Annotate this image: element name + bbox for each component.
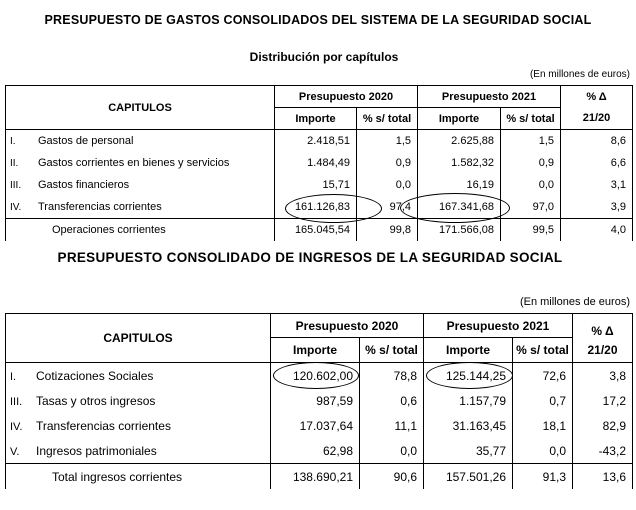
importe-2020: 2.418,51 (275, 130, 357, 153)
total-pct-2021: 99,5 (501, 219, 561, 242)
importe-2020: 62,98 (271, 438, 360, 464)
expenses-subtitle: Distribución por capítulos (249, 50, 399, 64)
pct-2021: 0,7 (513, 388, 573, 413)
header-importe-2020: Importe (275, 108, 357, 130)
delta-value: 6,6 (561, 152, 633, 174)
header-pct-2021: % s/ total (501, 108, 561, 130)
delta-value: -43,2 (573, 438, 633, 464)
header-capitulos: CAPITULOS (6, 86, 275, 130)
total-importe-2020: 138.690,21 (271, 464, 360, 490)
header-pct-2021: % s/ total (513, 338, 573, 363)
importe-2021: 31.163,45 (424, 413, 513, 438)
delta-value: 3,9 (561, 196, 633, 219)
header-delta: % Δ (561, 86, 633, 108)
expenses-table (5, 85, 633, 241)
total-pct-2020: 99,8 (357, 219, 418, 242)
importe-2020: 17.037,64 (271, 413, 360, 438)
importe-2021: 167.341,68 (438, 201, 494, 213)
importe-2021: 1.157,79 (424, 388, 513, 413)
pct-2021: 0,0 (501, 174, 561, 196)
table-row (6, 152, 633, 174)
total-label: Operaciones corrientes (6, 219, 275, 242)
total-delta: 4,0 (561, 219, 633, 242)
pct-2020: 11,1 (360, 413, 424, 438)
row-number: III. (10, 395, 23, 408)
pct-2021: 18,1 (513, 413, 573, 438)
delta-value: 3,8 (573, 363, 633, 389)
header-presupuesto-2020: Presupuesto 2020 (271, 314, 424, 338)
pct-2021: 0,0 (513, 438, 573, 464)
row-label: Gastos financieros (38, 179, 130, 191)
header-delta: % Δ (573, 314, 633, 338)
header-presupuesto-2021: Presupuesto 2021 (418, 86, 561, 108)
row-number: II. (10, 158, 19, 169)
pct-2020: 0,0 (357, 174, 418, 196)
header-importe-2020: Importe (271, 338, 360, 363)
importe-2020: 161.126,83 (294, 201, 350, 213)
importe-2020: 120.602,00 (292, 368, 353, 383)
header-presupuesto-2021: Presupuesto 2021 (424, 314, 573, 338)
row-number: I. (10, 370, 17, 383)
row-label: Transferencias corrientes (36, 418, 171, 433)
delta-value: 8,6 (561, 130, 633, 153)
income-units-note: (En millones de euros) (519, 296, 630, 308)
income-table (5, 313, 633, 489)
row-label: Gastos de personal (38, 135, 134, 147)
importe-2020: 1.484,49 (275, 152, 357, 174)
pct-2020: 0,6 (360, 388, 424, 413)
row-number: III. (10, 180, 22, 191)
header-delta-years: 21/20 (573, 338, 633, 363)
total-importe-2021: 171.566,08 (418, 219, 501, 242)
row-label: Cotizaciones Sociales (36, 368, 154, 383)
row-number: IV. (10, 420, 23, 433)
pct-2021: 72,6 (513, 363, 573, 389)
total-label: Total ingresos corrientes (6, 464, 271, 490)
delta-value: 82,9 (573, 413, 633, 438)
header-pct-2020: % s/ total (357, 108, 418, 130)
importe-2021: 35,77 (424, 438, 513, 464)
pct-2020: 1,5 (357, 130, 418, 153)
header-pct-2020: % s/ total (360, 338, 424, 363)
row-number: IV. (10, 202, 22, 213)
pct-2021: 1,5 (501, 130, 561, 153)
row-number: I. (10, 136, 16, 147)
table-row (6, 438, 633, 464)
importe-2021: 2.625,88 (418, 130, 501, 153)
header-importe-2021: Importe (424, 338, 513, 363)
header-importe-2021: Importe (418, 108, 501, 130)
total-pct-2021: 91,3 (513, 464, 573, 490)
table-total-row (6, 219, 633, 242)
row-label: Ingresos patrimoniales (36, 443, 157, 458)
pct-2020: 0,9 (357, 152, 418, 174)
importe-2021: 16,19 (418, 174, 501, 196)
importe-2020: 987,59 (271, 388, 360, 413)
pct-2021: 0,9 (501, 152, 561, 174)
delta-value: 17,2 (573, 388, 633, 413)
row-label: Gastos corrientes en bienes y servicios (38, 157, 230, 169)
expenses-title: PRESUPUESTO DE GASTOS CONSOLIDADOS DEL SISTEMA DE LA SEGURIDAD SOCIAL (44, 13, 592, 27)
pct-2020: 0,0 (360, 438, 424, 464)
table-row (6, 413, 633, 438)
table-total-row (6, 464, 633, 490)
table-row (6, 196, 633, 219)
total-delta: 13,6 (573, 464, 633, 490)
header-presupuesto-2020: Presupuesto 2020 (275, 86, 418, 108)
header-delta-years: 21/20 (561, 108, 633, 130)
pct-2020: 97,4 (357, 196, 418, 219)
row-label: Tasas y otros ingresos (36, 393, 156, 408)
table-row (6, 174, 633, 196)
table-row (6, 363, 633, 389)
importe-2021: 1.582,32 (418, 152, 501, 174)
total-pct-2020: 90,6 (360, 464, 424, 490)
importe-2020: 15,71 (275, 174, 357, 196)
pct-2021: 97,0 (501, 196, 561, 219)
table-row (6, 130, 633, 153)
table-row (6, 388, 633, 413)
total-importe-2020: 165.045,54 (275, 219, 357, 242)
header-capitulos: CAPITULOS (6, 314, 271, 363)
expenses-units-note: (En millones de euros) (529, 69, 630, 80)
row-number: V. (10, 445, 20, 458)
row-label: Transferencias corrientes (38, 201, 162, 213)
pct-2020: 78,8 (360, 363, 424, 389)
total-importe-2021: 157.501,26 (424, 464, 513, 490)
importe-2021: 125.144,25 (445, 368, 506, 383)
income-title: PRESUPUESTO CONSOLIDADO DE INGRESOS DE LA SEGURIDAD SOCIAL (57, 250, 563, 265)
delta-value: 3,1 (561, 174, 633, 196)
